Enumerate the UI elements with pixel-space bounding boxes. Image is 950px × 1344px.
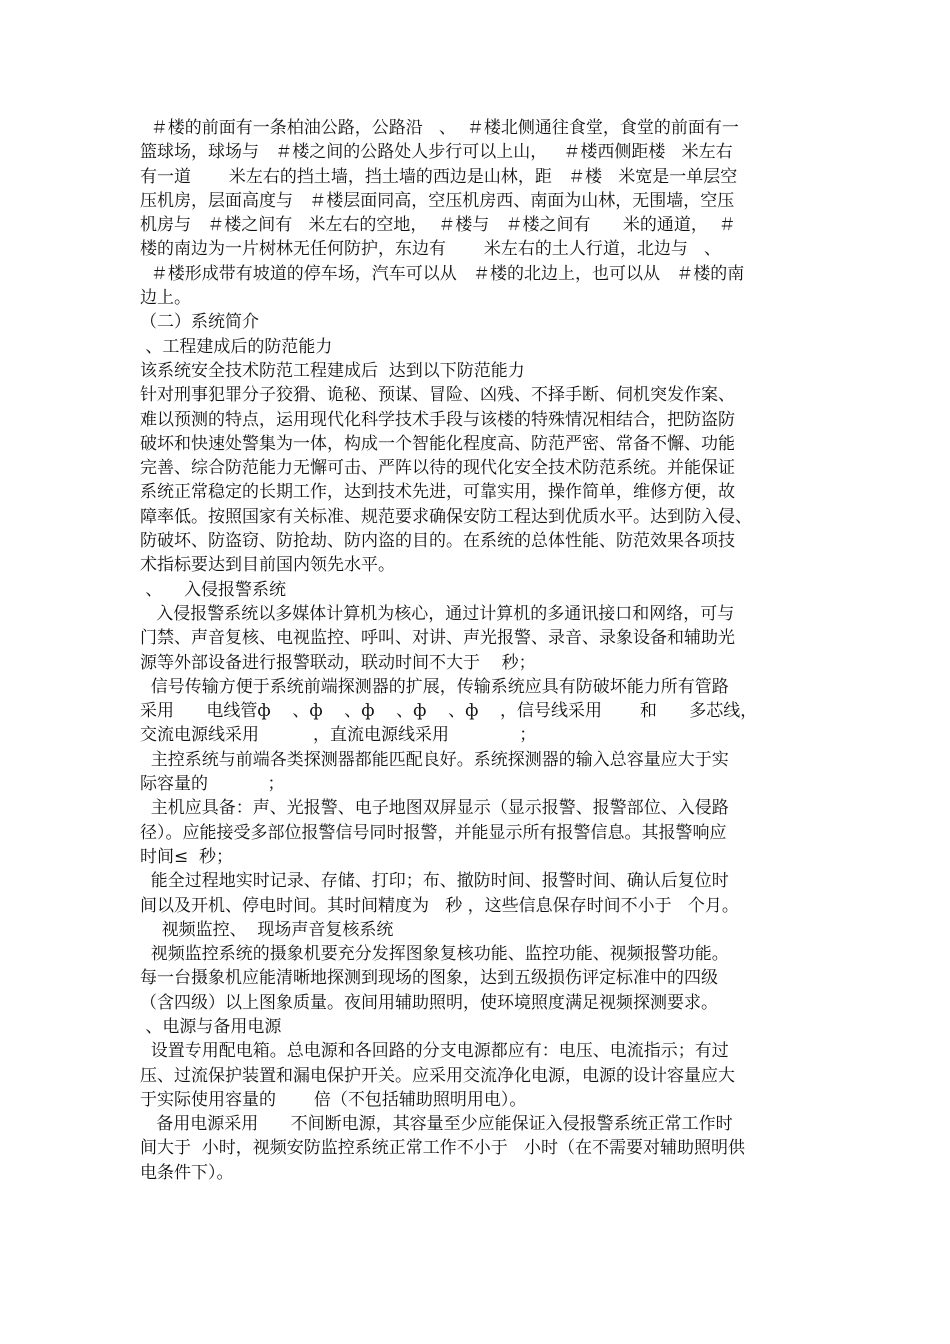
text-line: 有一道 米左右的挡土墙，挡土墙的西边是山林，距 ＃楼 米宽是一单层空 — [140, 166, 738, 187]
text-line: 采用 电线管ф 、ф 、ф 、ф 、ф ，信号线采用 和 多芯线， — [140, 701, 758, 722]
text-line: 、电源与备用电源 — [140, 1016, 282, 1037]
text-line: 电条件下）。 — [140, 1162, 234, 1183]
text-line: 系统正常稳定的长期工作，达到技术先进，可靠实用，操作简单，维修方便，故 — [140, 482, 735, 503]
text-line: 压、过流保护装置和漏电保护开关。应采用交流净化电源，电源的设计容量应大 — [140, 1065, 735, 1086]
text-line: 于实际使用容量的 倍（不包括辅助照明用电）。 — [140, 1089, 527, 1110]
text-line: 际容量的 ； — [140, 774, 285, 795]
text-line: 、 入侵报警系统 — [140, 579, 287, 600]
text-line: 视频监控、 现场声音复核系统 — [140, 919, 394, 940]
text-line: 入侵报警系统以多媒体计算机为核心，通过计算机的多通讯接口和网络，可与 — [140, 603, 735, 624]
text-line: 信号传输方便于系统前端探测器的扩展，传输系统应具有防破坏能力所有管路 — [140, 676, 729, 697]
text-line: 机房与 ＃楼之间有 米左右的空地， ＃楼与 ＃楼之间有 米的通道， ＃ — [140, 215, 736, 236]
text-line: 间以及开机、停电时间。其时间精度为 秒 ，这些信息保存时间不小于 个月。 — [140, 895, 739, 916]
text-line: （二）系统简介 — [140, 312, 259, 333]
text-line: 完善、综合防范能力无懈可击、严阵以待的现代化安全技术防范系统。并能保证 — [140, 458, 735, 479]
text-line: 该系统安全技术防范工程建成后 达到以下防范能力 — [140, 360, 525, 381]
text-line: 备用电源采用 不间断电源，其容量至少应能保证入侵报警系统正常工作时 — [140, 1114, 733, 1135]
text-line: 术指标要达到目前国内领先水平。 — [140, 555, 395, 576]
text-line: 楼的南边为一片树林无任何防护，东边有 米左右的土人行道，北边与 、 — [140, 239, 722, 260]
text-line: ＃楼形成带有坡道的停车场，汽车可以从 ＃楼的北边上，也可以从 ＃楼的南 — [140, 263, 745, 284]
text-line: （含四级）以上图象质量。夜间用辅助照明，使环境照度满足视频探测要求。 — [140, 992, 718, 1013]
text-line: 源等外部设备进行报警联动，联动时间不大于 秒； — [140, 652, 536, 673]
text-line: 时间≤ 秒； — [140, 846, 234, 867]
text-line: 能全过程地实时记录、存储、打印；布、撤防时间、报警时间、确认后复位时 — [140, 871, 729, 892]
text-line: 针对刑事犯罪分子狡猾、诡秘、预谋、冒险、凶残、不择手断、伺机突发作案、 — [140, 385, 735, 406]
text-line: 篮球场，球场与 ＃楼之间的公路处人步行可以上山， ＃楼西侧距楼 米左右 — [140, 142, 733, 163]
text-line: 难以预测的特点，运用现代化科学技术手段与该楼的特殊情况相结合，把防盗防 — [140, 409, 735, 430]
text-line: 、工程建成后的防范能力 — [140, 336, 333, 357]
document-body — [140, 116, 820, 1185]
text-line: 每一台摄象机应能清晰地探测到现场的图象，达到五级损伤评定标准中的四级 — [140, 968, 718, 989]
text-line: 径）。应能接受多部位报警信号同时报警，并能显示所有报警信息。其报警响应 — [140, 822, 727, 843]
text-line: 主机应具备：声、光报警、电子地图双屏显示（显示报警、报警部位、入侵路 — [140, 798, 729, 819]
text-line: 门禁、声音复核、电视监控、呼叫、对讲、声光报警、录音、录象设备和辅助光 — [140, 628, 735, 649]
text-line: 视频监控系统的摄象机要充分发挥图象复核功能、监控功能、视频报警功能。 — [140, 944, 729, 965]
text-line: 交流电源线采用 ，直流电源线采用 ； — [140, 725, 537, 746]
text-line: 防破坏、防盗窃、防抢劫、防内盗的目的。在系统的总体性能、防范效果各项技 — [140, 531, 735, 552]
text-line: 破坏和快速处警集为一体，构成一个智能化程度高、防范严密、常备不懈、功能 — [140, 433, 735, 454]
text-line: 间大于 小时，视频安防监控系统正常工作不小于 小时（在不需要对辅助照明供 — [140, 1138, 746, 1159]
text-line: 压机房，层面高度与 ＃楼层面同高，空压机房西、南面为山林，无围墙，空压 — [140, 190, 735, 211]
text-line: ＃楼的前面有一条柏油公路，公路沿 、 ＃楼北侧通往食堂，食堂的前面有一 — [140, 118, 739, 138]
text-line: 障率低。按照国家有关标准、规范要求确保安防工程达到优质水平。达到防入侵、 — [140, 506, 752, 527]
text-line: 边上。 — [140, 288, 191, 309]
text-line: 主控系统与前端各类探测器都能匹配良好。系统探测器的输入总容量应大于实 — [140, 749, 729, 770]
text-line: 设置专用配电箱。总电源和各回路的分支电源都应有：电压、电流指示；有过 — [140, 1041, 729, 1062]
